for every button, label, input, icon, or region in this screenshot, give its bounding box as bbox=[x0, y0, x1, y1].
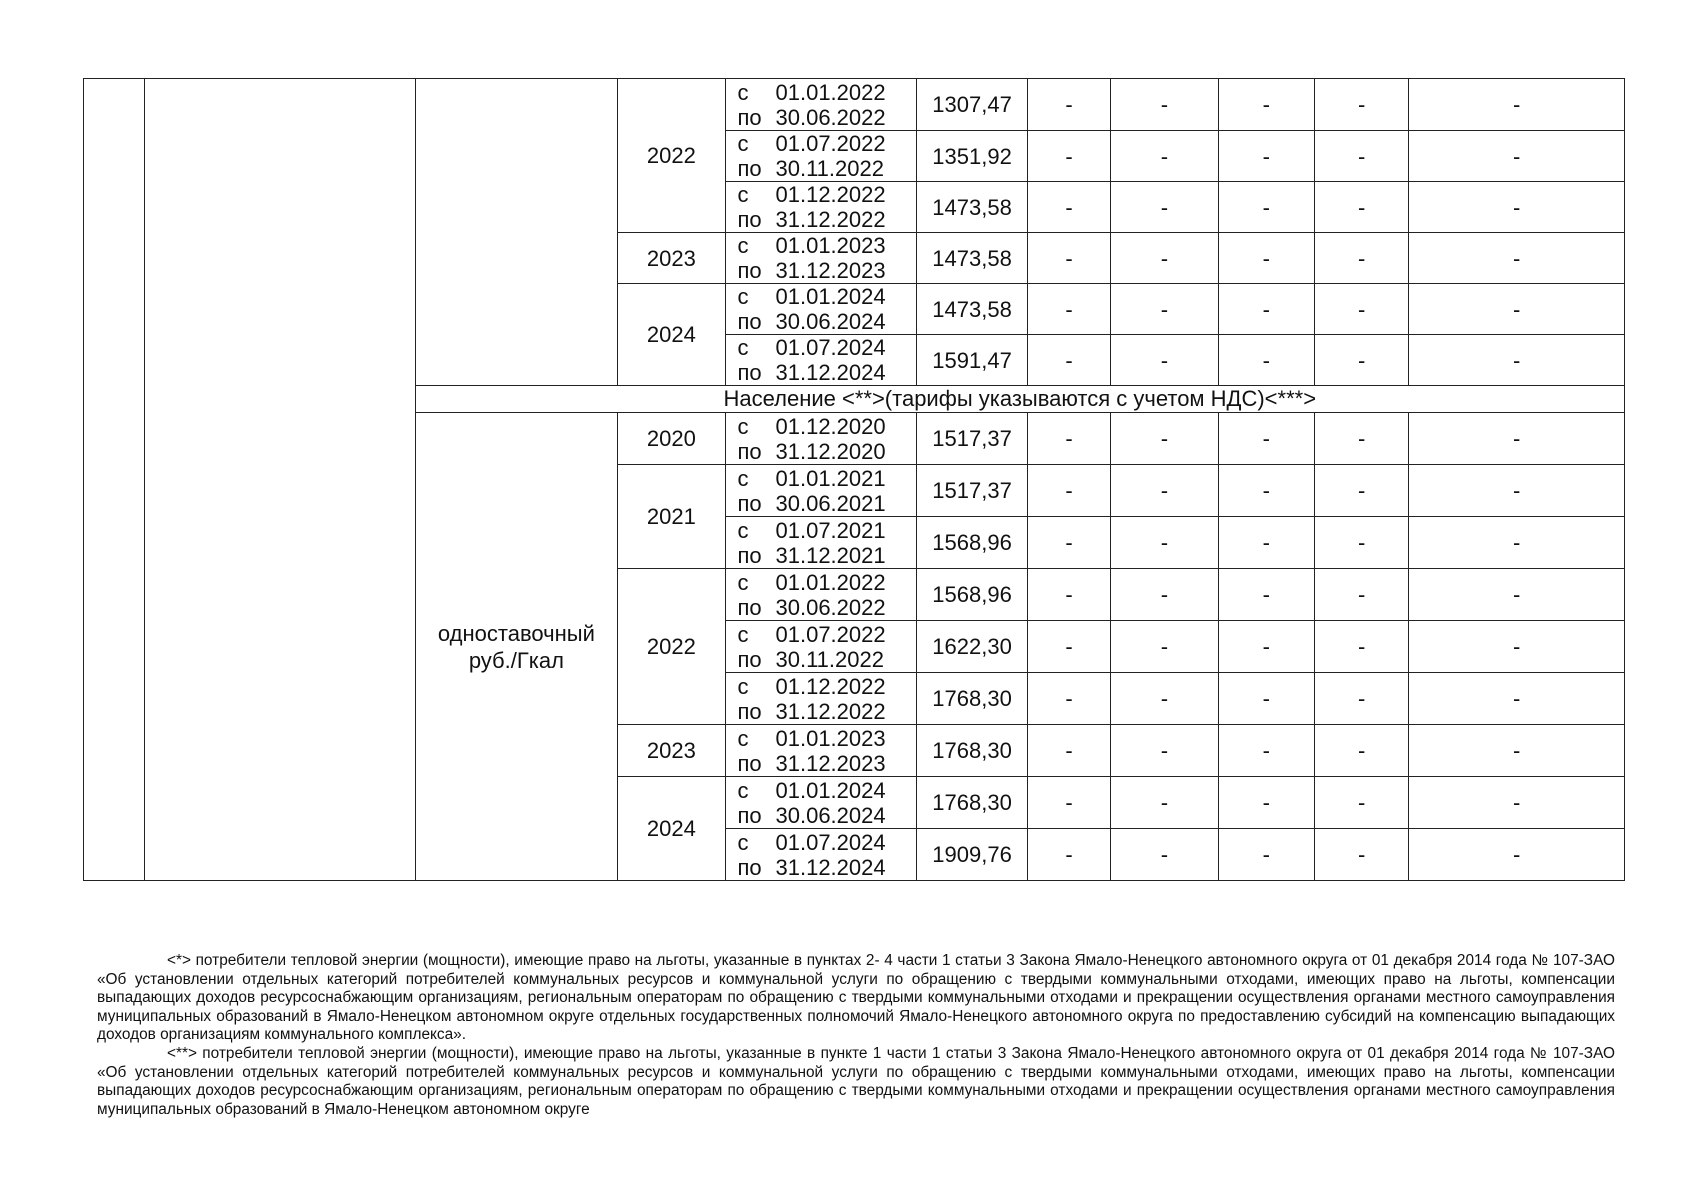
period-to-prefix: по bbox=[737, 594, 762, 620]
dash-cell: - bbox=[1409, 233, 1625, 284]
dash-cell: - bbox=[1314, 335, 1408, 386]
period-from-prefix: с bbox=[737, 829, 749, 855]
tariff-value: 1351,92 bbox=[917, 131, 1028, 182]
period-from bbox=[738, 284, 917, 309]
dash-cell: - bbox=[1027, 673, 1110, 725]
period-to bbox=[738, 751, 917, 776]
period-to-date: 30.06.2024 bbox=[775, 802, 886, 828]
period-to-date: 31.12.2024 bbox=[775, 360, 886, 385]
period-from-prefix: с bbox=[737, 182, 749, 207]
tariff-type-unit: руб./Гкал bbox=[468, 647, 564, 673]
period-to bbox=[738, 699, 917, 724]
dash-cell: - bbox=[1314, 673, 1408, 725]
period-from-prefix: с bbox=[737, 233, 749, 258]
period-from-prefix: с bbox=[737, 725, 749, 751]
period-to-prefix: по bbox=[737, 360, 762, 385]
period-to-date: 31.12.2023 bbox=[775, 750, 886, 776]
tariff-type-cell bbox=[415, 413, 618, 881]
dash-cell: - bbox=[1218, 79, 1314, 131]
dash-cell: - bbox=[1409, 182, 1625, 233]
dash-cell: - bbox=[1314, 777, 1408, 829]
tariff-value: 1768,30 bbox=[917, 725, 1028, 777]
dash-cell: - bbox=[1409, 335, 1625, 386]
dash-cell: - bbox=[1409, 517, 1625, 569]
period-from-date: 01.01.2022 bbox=[775, 79, 886, 105]
dash-cell: - bbox=[1314, 465, 1408, 517]
dash-cell: - bbox=[1218, 335, 1314, 386]
period-from-date: 01.01.2024 bbox=[775, 284, 886, 309]
period-from bbox=[738, 674, 917, 699]
period-cell bbox=[725, 725, 917, 777]
dash-cell: - bbox=[1111, 465, 1218, 517]
period-from-prefix: с bbox=[737, 777, 749, 803]
group-header: Население <**>(тарифы указываются с учетом НДС)<***> bbox=[415, 386, 1624, 413]
period-to bbox=[738, 105, 917, 130]
dash-cell: - bbox=[1218, 829, 1314, 881]
tariff-value: 1517,37 bbox=[917, 413, 1028, 465]
period-cell bbox=[725, 777, 917, 829]
dash-cell: - bbox=[1027, 233, 1110, 284]
dash-cell: - bbox=[1027, 465, 1110, 517]
period-to-date: 31.12.2024 bbox=[775, 854, 886, 880]
period-from bbox=[738, 778, 917, 803]
dash-cell: - bbox=[1111, 517, 1218, 569]
period-to-date: 30.06.2024 bbox=[775, 309, 886, 334]
footnotes bbox=[97, 952, 1615, 1119]
period-to-prefix: по bbox=[737, 156, 762, 181]
period-from bbox=[738, 233, 917, 258]
tariff-value: 1568,96 bbox=[917, 569, 1028, 621]
period-to-date: 31.12.2021 bbox=[775, 542, 886, 568]
dash-cell: - bbox=[1027, 413, 1110, 465]
period-to-prefix: по bbox=[737, 438, 762, 464]
period-to-date: 30.11.2022 bbox=[775, 646, 884, 672]
dash-cell: - bbox=[1218, 777, 1314, 829]
period-from-date: 01.01.2024 bbox=[775, 777, 886, 803]
period-from-prefix: с bbox=[737, 413, 749, 439]
period-cell bbox=[725, 465, 917, 517]
dash-cell: - bbox=[1409, 673, 1625, 725]
consumer-group-cell bbox=[144, 79, 415, 881]
dash-cell: - bbox=[1111, 335, 1218, 386]
dash-cell: - bbox=[1111, 621, 1218, 673]
tariff-value: 1622,30 bbox=[917, 621, 1028, 673]
dash-cell: - bbox=[1218, 413, 1314, 465]
period-from-prefix: с bbox=[737, 284, 749, 309]
period-cell bbox=[725, 131, 917, 182]
dash-cell: - bbox=[1111, 777, 1218, 829]
dash-cell: - bbox=[1314, 569, 1408, 621]
tariff-value: 1591,47 bbox=[917, 335, 1028, 386]
dash-cell: - bbox=[1314, 725, 1408, 777]
period-to-date: 30.06.2022 bbox=[775, 104, 886, 130]
dash-cell: - bbox=[1409, 621, 1625, 673]
period-to bbox=[738, 258, 917, 283]
period-from-date: 01.12.2020 bbox=[775, 413, 886, 439]
dash-cell: - bbox=[1314, 517, 1408, 569]
period-from bbox=[738, 830, 917, 855]
dash-cell: - bbox=[1218, 465, 1314, 517]
dash-cell: - bbox=[1111, 131, 1218, 182]
dash-cell: - bbox=[1409, 725, 1625, 777]
year-cell: 2022 bbox=[618, 79, 725, 233]
period-to bbox=[738, 803, 917, 828]
period-cell bbox=[725, 621, 917, 673]
tariff-value: 1307,47 bbox=[917, 79, 1028, 131]
period-cell bbox=[725, 79, 917, 131]
dash-cell: - bbox=[1409, 569, 1625, 621]
dash-cell: - bbox=[1409, 829, 1625, 881]
dash-cell: - bbox=[1027, 725, 1110, 777]
year-cell: 2020 bbox=[618, 413, 725, 465]
period-from-date: 01.07.2024 bbox=[775, 829, 886, 855]
dash-cell: - bbox=[1027, 777, 1110, 829]
period-from-date: 01.07.2022 bbox=[775, 621, 886, 647]
dash-cell: - bbox=[1314, 829, 1408, 881]
period-from-prefix: с bbox=[737, 621, 749, 647]
dash-cell: - bbox=[1111, 79, 1218, 131]
dash-cell: - bbox=[1314, 79, 1408, 131]
dash-cell: - bbox=[1111, 829, 1218, 881]
period-from bbox=[738, 570, 917, 595]
period-from bbox=[738, 518, 917, 543]
dash-cell: - bbox=[1409, 79, 1625, 131]
tariff-value: 1473,58 bbox=[917, 182, 1028, 233]
period-to-date: 31.12.2020 bbox=[775, 438, 886, 464]
period-cell bbox=[725, 829, 917, 881]
period-from bbox=[738, 726, 917, 751]
period-to-date: 30.06.2021 bbox=[775, 490, 886, 516]
dash-cell: - bbox=[1314, 284, 1408, 335]
dash-cell: - bbox=[1314, 182, 1408, 233]
period-to bbox=[738, 207, 917, 232]
tariff-type-cell-empty bbox=[415, 79, 618, 386]
period-from bbox=[738, 80, 917, 105]
period-from-date: 01.12.2022 bbox=[775, 182, 886, 207]
footnote-1: <*> потребители тепловой энергии (мощности), имеющие право на льготы, указанные в пунктах 2- 4 части 1 статьи 3 Закона Ямало-Ненецкого автономного округа от 01 декабря 2014 года № 107-ЗАО «Об установлении отдельных категорий потребителей коммунальных ресурсов и коммунальной услуги по обращению с твердыми коммунальными отходами, имеющих право на льготы, компенсации выпадающих доходов ресурсоснабжающим организациям, региональным операторам по обращению с твердыми коммунальными отходами и прекращении осуществления органами местного самоуправления муниципальных образований в Ямало-Ненецком автономном округе отдельных государственных полномочий Ямало-Ненецкого автономного округа по предоставлению субсидий на компенсацию выпадающих доходов организациям коммунального комплекса». bbox=[97, 952, 1615, 1044]
dash-cell: - bbox=[1218, 673, 1314, 725]
dash-cell: - bbox=[1111, 182, 1218, 233]
footnote-2: <**> потребители тепловой энергии (мощности), имеющие право на льготы, указанные в пункте 1 части 1 статьи 3 Закона Ямало-Ненецкого автономного округа от 01 декабря 2014 года № 107-ЗАО «Об установлении отдельных категорий потребителей коммунальных ресурсов и коммунальной услуги по обращению с твердыми коммунальными отходами, имеющих право на льготы, компенсации выпадающих доходов ресурсоснабжающим организациям, региональным операторам по обращению с твердыми коммунальными отходами и прекращении осуществления органами местного самоуправления муниципальных образований в Ямало-Ненецком автономном округе bbox=[97, 1044, 1615, 1118]
dash-cell: - bbox=[1409, 465, 1625, 517]
period-to-prefix: по bbox=[737, 207, 762, 232]
period-from-date: 01.01.2023 bbox=[775, 725, 886, 751]
period-cell bbox=[725, 569, 917, 621]
dash-cell: - bbox=[1111, 569, 1218, 621]
period-to-prefix: по bbox=[737, 309, 762, 334]
year-cell: 2024 bbox=[618, 777, 725, 881]
period-to-prefix: по bbox=[737, 802, 762, 828]
period-cell bbox=[725, 182, 917, 233]
period-to-date: 31.12.2023 bbox=[775, 258, 886, 283]
tariff-value: 1473,58 bbox=[917, 233, 1028, 284]
dash-cell: - bbox=[1218, 517, 1314, 569]
period-from-date: 01.01.2021 bbox=[775, 465, 886, 491]
period-cell bbox=[725, 517, 917, 569]
dash-cell: - bbox=[1409, 131, 1625, 182]
dash-cell: - bbox=[1111, 413, 1218, 465]
dash-cell: - bbox=[1314, 413, 1408, 465]
period-to-prefix: по bbox=[737, 104, 762, 130]
year-cell: 2022 bbox=[618, 569, 725, 725]
period-to bbox=[738, 156, 917, 181]
dash-cell: - bbox=[1027, 131, 1110, 182]
period-from-prefix: с bbox=[737, 673, 749, 699]
period-from bbox=[738, 335, 917, 360]
dash-cell: - bbox=[1027, 335, 1110, 386]
tariff-value: 1909,76 bbox=[917, 829, 1028, 881]
dash-cell: - bbox=[1027, 79, 1110, 131]
period-from-date: 01.01.2022 bbox=[775, 569, 886, 595]
dash-cell: - bbox=[1027, 621, 1110, 673]
dash-cell: - bbox=[1409, 284, 1625, 335]
period-to-prefix: по bbox=[737, 646, 762, 672]
period-from bbox=[738, 182, 917, 207]
period-to bbox=[738, 491, 917, 516]
row-number-cell bbox=[84, 79, 145, 881]
period-to-prefix: по bbox=[737, 258, 762, 283]
dash-cell: - bbox=[1218, 725, 1314, 777]
dash-cell: - bbox=[1027, 569, 1110, 621]
dash-cell: - bbox=[1111, 284, 1218, 335]
period-to-prefix: по bbox=[737, 490, 762, 516]
tariff-value: 1568,96 bbox=[917, 517, 1028, 569]
period-from-prefix: с bbox=[737, 335, 749, 360]
tariff-value: 1473,58 bbox=[917, 284, 1028, 335]
dash-cell: - bbox=[1218, 233, 1314, 284]
dash-cell: - bbox=[1218, 131, 1314, 182]
period-from-prefix: с bbox=[737, 79, 749, 105]
table-row bbox=[84, 79, 1625, 131]
period-cell bbox=[725, 284, 917, 335]
period-from-date: 01.07.2021 bbox=[775, 517, 886, 543]
period-from-prefix: с bbox=[737, 465, 749, 491]
period-from bbox=[738, 622, 917, 647]
period-from bbox=[738, 414, 917, 439]
period-to-date: 31.12.2022 bbox=[775, 207, 886, 232]
dash-cell: - bbox=[1218, 284, 1314, 335]
period-cell bbox=[725, 413, 917, 465]
period-from-date: 01.12.2022 bbox=[775, 673, 886, 699]
dash-cell: - bbox=[1111, 725, 1218, 777]
dash-cell: - bbox=[1314, 131, 1408, 182]
tariff-value: 1768,30 bbox=[917, 673, 1028, 725]
dash-cell: - bbox=[1027, 284, 1110, 335]
period-from-date: 01.07.2022 bbox=[775, 131, 886, 156]
period-from-prefix: с bbox=[737, 517, 749, 543]
period-to bbox=[738, 360, 917, 385]
dash-cell: - bbox=[1409, 777, 1625, 829]
dash-cell: - bbox=[1218, 569, 1314, 621]
tariff-type-name: одноставочный bbox=[437, 620, 595, 646]
dash-cell: - bbox=[1111, 673, 1218, 725]
dash-cell: - bbox=[1314, 233, 1408, 284]
period-to bbox=[738, 543, 917, 568]
dash-cell: - bbox=[1027, 517, 1110, 569]
year-cell: 2024 bbox=[618, 284, 725, 386]
period-to bbox=[738, 595, 917, 620]
dash-cell: - bbox=[1027, 829, 1110, 881]
period-to-prefix: по bbox=[737, 750, 762, 776]
period-to-prefix: по bbox=[737, 854, 762, 880]
period-to bbox=[738, 439, 917, 464]
period-from-date: 01.07.2024 bbox=[775, 335, 886, 360]
period-cell bbox=[725, 673, 917, 725]
period-to-prefix: по bbox=[737, 698, 762, 724]
period-cell bbox=[725, 335, 917, 386]
period-to bbox=[738, 855, 917, 880]
period-to bbox=[738, 647, 917, 672]
year-cell: 2021 bbox=[618, 465, 725, 569]
tariff-value: 1768,30 bbox=[917, 777, 1028, 829]
dash-cell: - bbox=[1314, 621, 1408, 673]
period-to bbox=[738, 309, 917, 334]
tariff-table-body bbox=[84, 79, 1625, 881]
period-from bbox=[738, 466, 917, 491]
period-from-prefix: с bbox=[737, 569, 749, 595]
tariff-value: 1517,37 bbox=[917, 465, 1028, 517]
dash-cell: - bbox=[1027, 182, 1110, 233]
period-to-date: 30.11.2022 bbox=[775, 156, 884, 181]
period-from-prefix: с bbox=[737, 131, 749, 156]
dash-cell: - bbox=[1218, 182, 1314, 233]
year-cell: 2023 bbox=[618, 725, 725, 777]
period-to-date: 30.06.2022 bbox=[775, 594, 886, 620]
period-to-prefix: по bbox=[737, 542, 762, 568]
dash-cell: - bbox=[1111, 233, 1218, 284]
dash-cell: - bbox=[1218, 621, 1314, 673]
period-from-date: 01.01.2023 bbox=[775, 233, 886, 258]
dash-cell: - bbox=[1409, 413, 1625, 465]
period-cell bbox=[725, 233, 917, 284]
year-cell: 2023 bbox=[618, 233, 725, 284]
period-to-date: 31.12.2022 bbox=[775, 698, 886, 724]
tariff-table bbox=[83, 78, 1625, 881]
period-from bbox=[738, 131, 917, 156]
